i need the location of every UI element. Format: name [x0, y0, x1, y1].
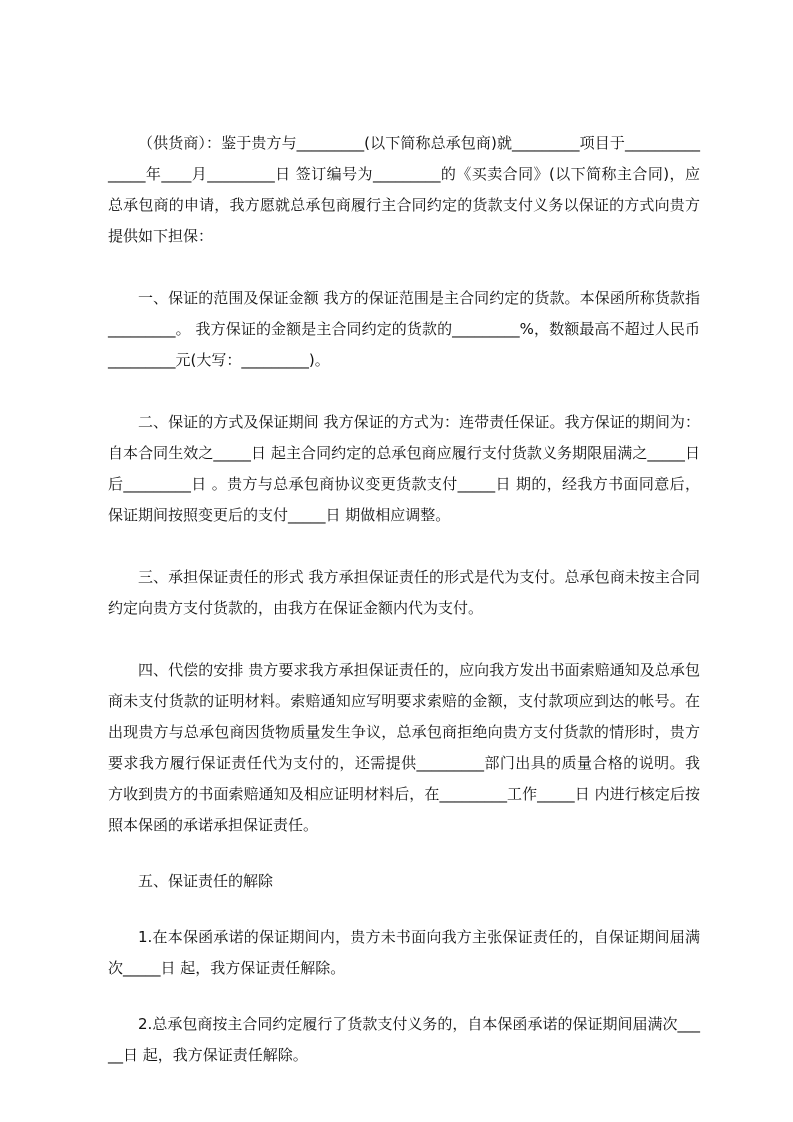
intro-paragraph: （供货商）：鉴于贵方与_________(以下简称总承包商)就_________项目于_______________年____月_________日 签订编号为_________的《买卖合同》(以下简称主合同)，应总承包商的申请，我方愿就总承包商履行主合同约定的货款支付义务以保证的方式向贵方提供如下担保：	[108, 134, 700, 245]
section-5-item-2: 2.总承包商按主合同约定履行了货款支付义务的，自本保函承诺的保证期间届满次_____日 起，我方保证责任解除。	[108, 1015, 700, 1064]
section-3-liability-form: 三、承担保证责任的形式 我方承担保证责任的形式是代为支付。总承包商未按主合同约定向贵方支付货款的，由我方在保证金额内代为支付。	[108, 568, 700, 617]
section-5-heading: 五、保证责任的解除	[138, 872, 274, 890]
document-page	[108, 128, 700, 1071]
section-1-guarantee-scope: 一、保证的范围及保证金额 我方的保证范围是主合同约定的货款。本保函所称货款指_________。 我方保证的金额是主合同约定的货款的_________%，数额最高不超过人民币_________元(大写：_________)。	[108, 289, 700, 369]
section-5-item-1: 1.在本保函承诺的保证期间内，贵方未书面向我方主张保证责任的，自保证期间届满次_____日 起，我方保证责任解除。	[108, 928, 700, 977]
section-4-compensation-arrangement: 四、代偿的安排 贵方要求我方承担保证责任的，应向我方发出书面索赔通知及总承包商未支付货款的证明材料。索赔通知应写明要求索赔的金额，支付款项应到达的帐号。在出现贵方与总承包商因货物质量发生争议，总承包商拒绝向贵方支付货款的情形时，贵方要求我方履行保证责任代为支付的，还需提供_________部门出具的质量合格的说明。我方收到贵方的书面索赔通知及相应证明材料后，在_________工作_____日 内进行核定后按照本保函的承诺承担保证责任。	[108, 661, 700, 834]
section-2-guarantee-method-period: 二、保证的方式及保证期间 我方保证的方式为：连带责任保证。我方保证的期间为：自本合同生效之_____日 起主合同约定的总承包商应履行支付货款义务期限届满之_____日 后_________日 。贵方与总承包商协议变更货款支付_____日 期的，经我方书面同意后，保证期间按照变更后的支付_____日 期做相应调整。	[108, 413, 700, 524]
